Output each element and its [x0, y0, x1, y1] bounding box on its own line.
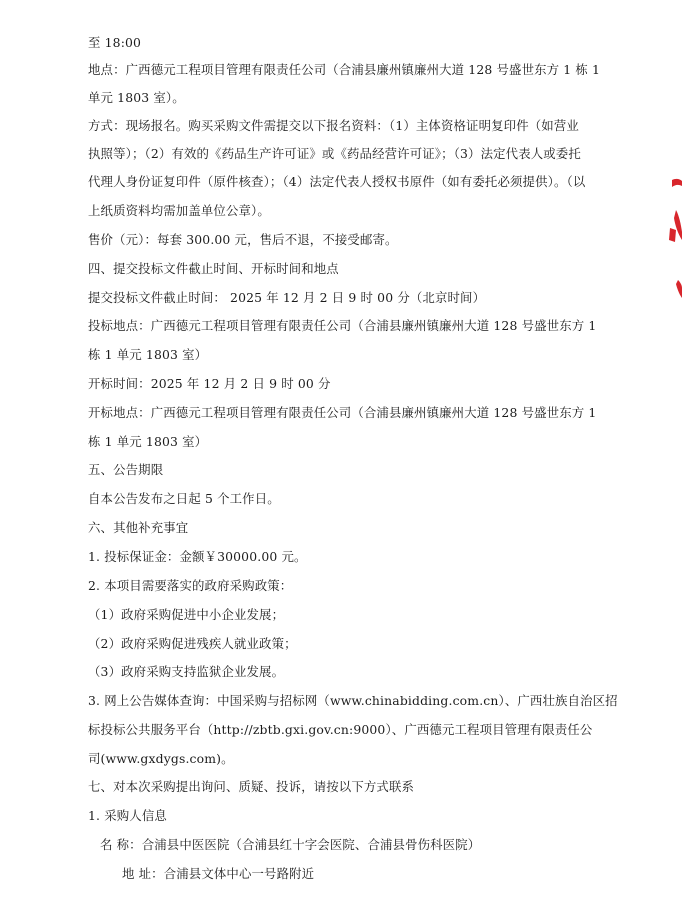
text-line: 开标时间：2025 年 12 月 2 日 9 时 00 分	[88, 376, 331, 391]
section-heading: 七、对本次采购提出询问、质疑、投诉，请按以下方式联系	[88, 779, 415, 794]
text-line: 1. 采购人信息	[88, 808, 167, 823]
text-line: 2. 本项目需要落实的政府采购政策：	[88, 578, 293, 593]
text-line: 执照等）；（2）有效的《药品生产许可证》或《药品经营许可证》；（3）法定代表人或委托	[88, 146, 581, 161]
purchaser-address: 地 址：合浦县文体中心一号路附近	[122, 866, 315, 881]
text-line: 地点：广西德元工程项目管理有限责任公司（合浦县廉州镇廉州大道 128 号盛世东方 1 栋 1	[88, 62, 601, 77]
text-line: 至 18:00	[88, 35, 142, 50]
text-line: 售价（元）：每套 300.00 元，售后不退，不接受邮寄。	[88, 232, 398, 247]
section-heading: 五、公告期限	[88, 462, 164, 477]
text-line: 自本公告发布之日起 5 个工作日。	[88, 491, 280, 506]
text-line: 投标地点：广西德元工程项目管理有限责任公司（合浦县廉州镇廉州大道 128 号盛世东方 1	[88, 318, 597, 333]
text-line: 单元 1803 室）。	[88, 90, 185, 105]
text-line: （3）政府采购支持监狱企业发展。	[88, 664, 285, 679]
seal-stroke	[676, 280, 682, 298]
section-heading: 四、提交投标文件截止时间、开标时间和地点	[88, 261, 339, 276]
text-line: （1）政府采购促进中小企业发展；	[88, 607, 285, 622]
text-line: 栋 1 单元 1803 室）	[88, 434, 208, 449]
text-line: 标投标公共服务平台（http://zbtb.gxi.gov.cn:9000）、广西德元工程项目管理有限责任公	[88, 722, 593, 737]
text-line: 栋 1 单元 1803 室）	[88, 347, 208, 362]
text-line: （2）政府采购促进残疾人就业政策；	[88, 636, 297, 651]
seal-stroke	[669, 228, 676, 242]
text-line: 上纸质资料均需加盖单位公章）。	[88, 203, 270, 218]
text-line: 方式：现场报名。购买采购文件需提交以下报名资料：（1）主体资格证明复印件（如营业	[88, 118, 579, 133]
text-line: 开标地点：广西德元工程项目管理有限责任公司（合浦县廉州镇廉州大道 128 号盛世东方 1	[88, 405, 597, 420]
text-line: 提交投标文件截止时间： 2025 年 12 月 2 日 9 时 00 分（北京时间）	[88, 290, 486, 305]
section-heading: 六、其他补充事宜	[88, 520, 189, 535]
text-line: 司(www.gxdygs.com)。	[88, 751, 234, 766]
text-line: 3. 网上公告媒体查询：中国采购与招标网（www.chinabidding.com.cn）、广西壮族自治区招	[88, 693, 618, 708]
text-line: 1. 投标保证金：金额￥30000.00 元。	[88, 549, 307, 564]
red-seal-fragment	[660, 170, 682, 320]
seal-stroke	[672, 179, 682, 187]
purchaser-name: 名 称：合浦县中医医院（合浦县红十字会医院、合浦县骨伤科医院）	[100, 837, 481, 852]
text-line: 代理人身份证复印件（原件核查）；（4）法定代表人授权书原件（如有委托必须提供）。（以	[88, 174, 586, 189]
